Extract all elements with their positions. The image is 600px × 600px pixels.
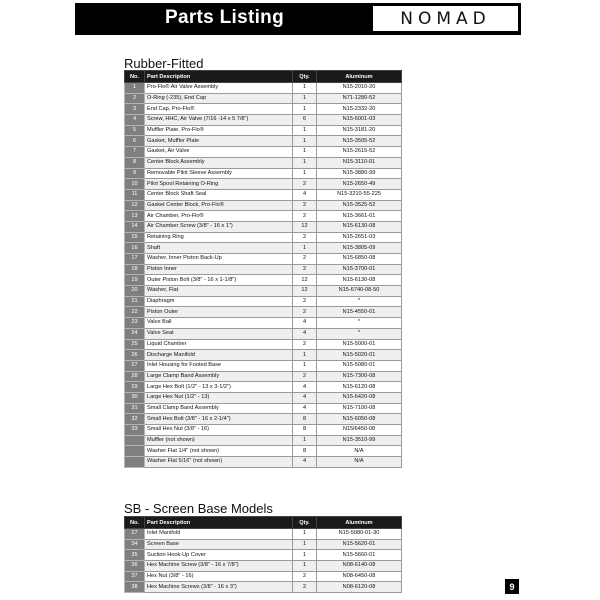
- cell-qty: 2: [293, 296, 317, 307]
- cell-qty: 1: [293, 125, 317, 136]
- cell-no: 8: [125, 157, 145, 168]
- cell-aluminum: N15-6850-08: [317, 254, 402, 265]
- cell-qty: 1: [293, 93, 317, 104]
- table-row: [125, 414, 402, 425]
- cell-qty: 8: [293, 425, 317, 436]
- cell-description: Inlet Housing for Footed Base: [145, 360, 293, 371]
- cell-no: 20: [125, 286, 145, 297]
- cell-qty: 1: [293, 539, 317, 550]
- cell-description: Piston Outer: [145, 307, 293, 318]
- cell-no: 17: [125, 254, 145, 265]
- col-header-no: No.: [125, 71, 145, 83]
- cell-no: 11: [125, 189, 145, 200]
- table-row: [125, 200, 402, 211]
- cell-qty: 4: [293, 318, 317, 329]
- cell-aluminum: *: [317, 328, 402, 339]
- table-row: [125, 168, 402, 179]
- cell-qty: 1: [293, 168, 317, 179]
- cell-qty: 2: [293, 264, 317, 275]
- cell-aluminum: N15-5000-01: [317, 339, 402, 350]
- cell-no: 25: [125, 339, 145, 350]
- cell-qty: 12: [293, 221, 317, 232]
- cell-description: End Cap, Pro-Flo®: [145, 104, 293, 115]
- cell-aluminum: N15-3510-99: [317, 435, 402, 446]
- cell-aluminum: N/A: [317, 446, 402, 457]
- cell-description: Shaft: [145, 243, 293, 254]
- cell-description: Piston Inner: [145, 264, 293, 275]
- cell-no: 34: [125, 539, 145, 550]
- table-row: [125, 371, 402, 382]
- cell-aluminum: N15-5620-01: [317, 539, 402, 550]
- cell-description: Center Block Shaft Seal: [145, 189, 293, 200]
- cell-qty: 8: [293, 446, 317, 457]
- cell-no: 32: [125, 414, 145, 425]
- cell-description: Hex Machine Screw (3/8" - 16 x 7/8"): [145, 561, 293, 572]
- cell-qty: 8: [293, 414, 317, 425]
- cell-no: 35: [125, 550, 145, 561]
- table-row: [125, 83, 402, 94]
- cell-no: 28: [125, 371, 145, 382]
- table-row: [125, 296, 402, 307]
- cell-aluminum: N15-2010-20: [317, 83, 402, 94]
- cell-description: Center Block Assembly: [145, 157, 293, 168]
- cell-description: Washer Flat 1/4" (not shown): [145, 446, 293, 457]
- table-row: [125, 529, 402, 540]
- cell-qty: 2: [293, 339, 317, 350]
- cell-qty: 1: [293, 83, 317, 94]
- cell-aluminum: N15-6740-08-50: [317, 286, 402, 297]
- cell-no: 26: [125, 350, 145, 361]
- cell-qty: 2: [293, 254, 317, 265]
- cell-aluminum: N15-3700-01: [317, 264, 402, 275]
- table-row: [125, 115, 402, 126]
- table-row: [125, 211, 402, 222]
- cell-aluminum: N15-6120-08: [317, 382, 402, 393]
- cell-description: Washer Flat 5/16" (not shown): [145, 457, 293, 468]
- cell-description: Air Chamber, Pro-Flo®: [145, 211, 293, 222]
- cell-description: Gasket, Air Valve: [145, 147, 293, 158]
- logo-text: NOMAD: [400, 8, 491, 29]
- table-row: [125, 350, 402, 361]
- rubber-parts-table: [124, 70, 402, 468]
- table-row: [125, 264, 402, 275]
- cell-no: [125, 435, 145, 446]
- cell-description: Muffler Plate, Pro-Flo®: [145, 125, 293, 136]
- table-row: [125, 392, 402, 403]
- col-header-qty: Qty.: [293, 517, 317, 529]
- cell-qty: 4: [293, 382, 317, 393]
- cell-description: Removable Pilot Sleeve Assembly: [145, 168, 293, 179]
- table-row: [125, 539, 402, 550]
- cell-no: 2: [125, 93, 145, 104]
- col-header-alum: Aluminum: [317, 71, 402, 83]
- cell-qty: 1: [293, 104, 317, 115]
- cell-no: 38: [125, 582, 145, 593]
- cell-description: Diaphragm: [145, 296, 293, 307]
- table-row: [125, 243, 402, 254]
- cell-aluminum: N15-3110-01: [317, 157, 402, 168]
- cell-qty: 2: [293, 232, 317, 243]
- col-header-alum: Aluminum: [317, 517, 402, 529]
- col-header-desc: Part Description: [145, 71, 293, 83]
- table-row: [125, 550, 402, 561]
- cell-aluminum: N15-3661-01: [317, 211, 402, 222]
- cell-no: 27: [125, 360, 145, 371]
- cell-no: 21: [125, 296, 145, 307]
- cell-no: 33: [125, 425, 145, 436]
- cell-no: 22: [125, 307, 145, 318]
- cell-qty: 1: [293, 360, 317, 371]
- cell-qty: 6: [293, 115, 317, 126]
- cell-description: Small Hex Nut (3/8" - 16): [145, 425, 293, 436]
- cell-aluminum: N15-5660-01: [317, 550, 402, 561]
- table-row: [125, 403, 402, 414]
- cell-no: 6: [125, 136, 145, 147]
- cell-qty: 2: [293, 179, 317, 190]
- cell-description: Retaining Ring: [145, 232, 293, 243]
- cell-description: Liquid Chamber: [145, 339, 293, 350]
- cell-description: Large Hex Bolt (1/2" - 13 x 3-1/2"): [145, 382, 293, 393]
- cell-description: Suction Hook-Up Cover: [145, 550, 293, 561]
- cell-aluminum: N15-3525-52: [317, 200, 402, 211]
- cell-qty: 2: [293, 307, 317, 318]
- cell-qty: 1: [293, 243, 317, 254]
- cell-no: 13: [125, 211, 145, 222]
- cell-qty: 2: [293, 211, 317, 222]
- cell-qty: 1: [293, 147, 317, 158]
- cell-no: 15: [125, 232, 145, 243]
- cell-aluminum: N15-6130-08: [317, 221, 402, 232]
- col-header-qty: Qty.: [293, 71, 317, 83]
- cell-no: [125, 446, 145, 457]
- cell-qty: 1: [293, 550, 317, 561]
- table-row: [125, 318, 402, 329]
- cell-qty: 1: [293, 136, 317, 147]
- cell-qty: 12: [293, 286, 317, 297]
- table-row: [125, 254, 402, 265]
- cell-aluminum: N15-6050-08: [317, 414, 402, 425]
- table-header-row: [125, 517, 402, 529]
- table-row: [125, 307, 402, 318]
- cell-aluminum: N15-3210-55-225: [317, 189, 402, 200]
- cell-aluminum: N15-2332-20: [317, 104, 402, 115]
- table-row: [125, 446, 402, 457]
- cell-description: Hex Machine Screws (3/8" - 16 x 3"): [145, 582, 293, 593]
- cell-aluminum: N15-5080-01: [317, 360, 402, 371]
- cell-qty: 1: [293, 435, 317, 446]
- cell-aluminum: N15-3805-09: [317, 243, 402, 254]
- cell-qty: 12: [293, 275, 317, 286]
- cell-qty: 2: [293, 582, 317, 593]
- table-row: [125, 425, 402, 436]
- cell-no: 10: [125, 179, 145, 190]
- section-title-rubber: Rubber-Fitted: [124, 56, 204, 71]
- cell-no: 19: [125, 275, 145, 286]
- table-row: [125, 582, 402, 593]
- col-header-no: No.: [125, 517, 145, 529]
- table-row: [125, 328, 402, 339]
- cell-aluminum: N15-3880-99: [317, 168, 402, 179]
- cell-aluminum: N15-6001-03: [317, 115, 402, 126]
- table-row: [125, 571, 402, 582]
- cell-no: 1: [125, 83, 145, 94]
- cell-description: O-Ring (-235), End Cap: [145, 93, 293, 104]
- cell-qty: 1: [293, 350, 317, 361]
- cell-no: 3: [125, 104, 145, 115]
- cell-aluminum: N15-4550-01: [317, 307, 402, 318]
- cell-no: 9: [125, 168, 145, 179]
- table-row: [125, 275, 402, 286]
- cell-aluminum: N15-3181-20: [317, 125, 402, 136]
- cell-aluminum: N15-6130-08: [317, 275, 402, 286]
- cell-qty: 2: [293, 571, 317, 582]
- section-title-sb: SB - Screen Base Models: [124, 501, 273, 516]
- cell-no: 18: [125, 264, 145, 275]
- cell-aluminum: N15-2615-52: [317, 147, 402, 158]
- cell-description: Screw, HHC, Air Valve (7/16 -14 x 5 7/8"): [145, 115, 293, 126]
- table-row: [125, 561, 402, 572]
- table-row: [125, 360, 402, 371]
- cell-aluminum: *: [317, 296, 402, 307]
- cell-no: 37: [125, 571, 145, 582]
- table-header-row: [125, 71, 402, 83]
- cell-qty: 1: [293, 157, 317, 168]
- table-row: [125, 189, 402, 200]
- cell-qty: 1: [293, 561, 317, 572]
- table-row: [125, 104, 402, 115]
- table-row: [125, 179, 402, 190]
- cell-description: Muffler (not shown): [145, 435, 293, 446]
- cell-aluminum: N08-6450-08: [317, 571, 402, 582]
- cell-qty: 2: [293, 200, 317, 211]
- cell-aluminum: N71-1280-52: [317, 93, 402, 104]
- cell-description: Hex Nut (3/8" - 16): [145, 571, 293, 582]
- cell-qty: 4: [293, 328, 317, 339]
- cell-no: 29: [125, 382, 145, 393]
- cell-aluminum: N15-3505-52: [317, 136, 402, 147]
- cell-aluminum: N15-5020-01: [317, 350, 402, 361]
- page-title: Parts Listing: [165, 7, 284, 28]
- page-number: 9: [505, 579, 519, 594]
- cell-description: Inlet Manifold: [145, 529, 293, 540]
- cell-no: 30: [125, 392, 145, 403]
- cell-no: 31: [125, 403, 145, 414]
- cell-no: 24: [125, 328, 145, 339]
- cell-description: Small Clamp Band Assembly: [145, 403, 293, 414]
- table-row: [125, 339, 402, 350]
- table-row: [125, 435, 402, 446]
- cell-qty: 4: [293, 189, 317, 200]
- table-row: [125, 457, 402, 468]
- cell-no: 4: [125, 115, 145, 126]
- cell-no: 27: [125, 529, 145, 540]
- cell-aluminum: N15-7100-08: [317, 403, 402, 414]
- table-row: [125, 93, 402, 104]
- cell-description: Large Clamp Band Assembly: [145, 371, 293, 382]
- cell-aluminum: N15-6420-08: [317, 392, 402, 403]
- cell-description: Air Chamber Screw (3/8" - 16 x 1"): [145, 221, 293, 232]
- cell-no: 5: [125, 125, 145, 136]
- brand-logo: [372, 5, 519, 32]
- cell-no: 14: [125, 221, 145, 232]
- cell-aluminum: N15I6450-08: [317, 425, 402, 436]
- table-row: [125, 157, 402, 168]
- cell-aluminum: N08-6140-08: [317, 561, 402, 572]
- cell-no: 7: [125, 147, 145, 158]
- cell-description: Gasket Center Block, Pro-Flo®: [145, 200, 293, 211]
- cell-description: Pro-Flo® Air Valve Assembly: [145, 83, 293, 94]
- cell-description: Valve Seat: [145, 328, 293, 339]
- cell-no: 12: [125, 200, 145, 211]
- sb-parts-table: [124, 516, 402, 593]
- cell-aluminum: N15-5080-01-30: [317, 529, 402, 540]
- table-row: [125, 147, 402, 158]
- cell-no: 23: [125, 318, 145, 329]
- cell-description: Gasket, Muffler Plate: [145, 136, 293, 147]
- cell-description: Washer, Inner Piston Back-Up: [145, 254, 293, 265]
- cell-description: Discharge Manifold: [145, 350, 293, 361]
- table-row: [125, 125, 402, 136]
- col-header-desc: Part Description: [145, 517, 293, 529]
- table-row: [125, 232, 402, 243]
- cell-qty: 1: [293, 529, 317, 540]
- cell-no: 36: [125, 561, 145, 572]
- table-row: [125, 286, 402, 297]
- cell-qty: 2: [293, 371, 317, 382]
- table-row: [125, 136, 402, 147]
- cell-qty: 4: [293, 457, 317, 468]
- table-row: [125, 382, 402, 393]
- cell-aluminum: N/A: [317, 457, 402, 468]
- cell-aluminum: N15-7300-08: [317, 371, 402, 382]
- cell-aluminum: N15-2650-49: [317, 179, 402, 190]
- cell-description: Large Hex Nut (1/2" - 13): [145, 392, 293, 403]
- cell-no: 16: [125, 243, 145, 254]
- cell-aluminum: *: [317, 318, 402, 329]
- cell-aluminum: N15-2651-03: [317, 232, 402, 243]
- cell-description: Screen Base: [145, 539, 293, 550]
- cell-description: Valve Ball: [145, 318, 293, 329]
- cell-aluminum: N08-6120-08: [317, 582, 402, 593]
- cell-description: Washer, Flat: [145, 286, 293, 297]
- cell-description: Small Hex Bolt (3/8" - 16 x 2-1/4"): [145, 414, 293, 425]
- cell-qty: 4: [293, 403, 317, 414]
- table-row: [125, 221, 402, 232]
- cell-description: Outer Piston Bolt (3/8" - 16 x 1-1/8"): [145, 275, 293, 286]
- cell-description: Pilot Spool Retaining O-Ring: [145, 179, 293, 190]
- cell-no: [125, 457, 145, 468]
- cell-qty: 4: [293, 392, 317, 403]
